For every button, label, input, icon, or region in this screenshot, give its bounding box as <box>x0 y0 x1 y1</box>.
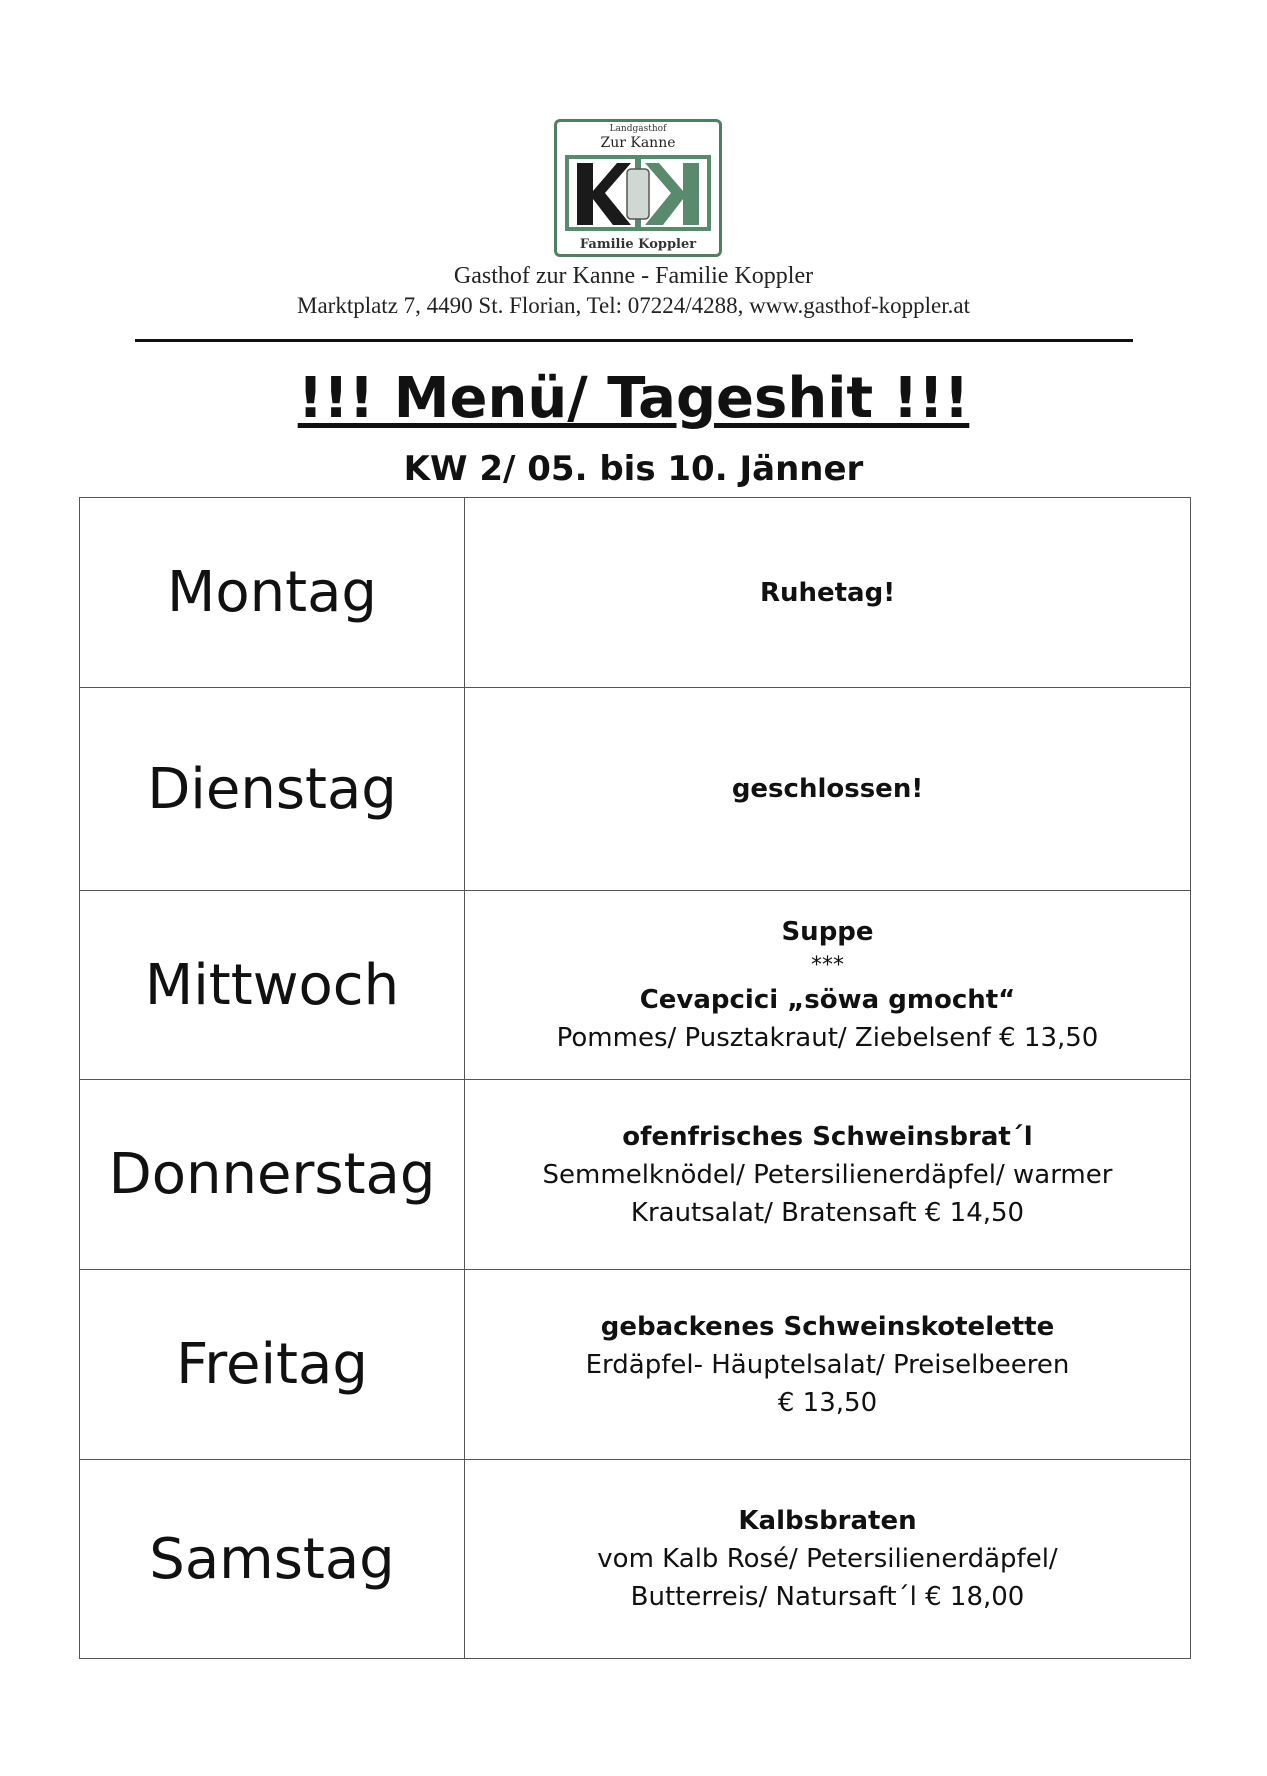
day-cell: Donnerstag <box>80 1080 465 1270</box>
header-line-1: Gasthof zur Kanne - Familie Koppler <box>453 263 814 289</box>
dish-cell <box>465 891 1191 1080</box>
table-row <box>80 1080 1191 1270</box>
kk-monogram-icon <box>565 155 711 231</box>
logo <box>554 119 722 257</box>
menu-table <box>79 497 1191 1659</box>
dish-title: Ruhetag! <box>759 577 896 608</box>
dish-line: Semmelknödel/ Petersilienerdäpfel/ warmer <box>542 1159 1113 1190</box>
dish-line: Butterreis/ Natursaft´l € 18,00 <box>630 1582 1025 1612</box>
dish-line: vom Kalb Rosé/ Petersilienerdäpfel/ <box>597 1544 1058 1574</box>
dish-title: geschlossen! <box>731 774 924 804</box>
day-cell: Samstag <box>80 1460 465 1659</box>
dish-cell <box>465 1080 1191 1270</box>
page-title: !!! Menü/ Tageshit !!! <box>297 366 970 431</box>
dish-title: Kalbsbraten <box>738 1506 917 1536</box>
logo-foot-text: Familie Koppler <box>579 237 697 252</box>
header-line-2: Marktplatz 7, 4490 St. Florian, Tel: 07224/4288, www.gasthof-koppler.at <box>297 293 970 318</box>
dish-cell <box>465 688 1191 891</box>
table-row <box>80 688 1191 891</box>
divider <box>135 339 1133 342</box>
dish-line: Pommes/ Pusztakraut/ Ziebelsenf € 13,50 <box>556 1023 1099 1053</box>
table-row <box>80 1460 1191 1659</box>
day-cell: Mittwoch <box>80 891 465 1080</box>
day-cell: Freitag <box>80 1270 465 1460</box>
day-cell: Montag <box>80 498 465 688</box>
dish-cell <box>465 498 1191 688</box>
dish-title: Suppe <box>781 917 874 947</box>
dish-title: gebackenes Schweinskotelette <box>600 1311 1055 1342</box>
dish-cell <box>465 1270 1191 1460</box>
day-cell: Dienstag <box>80 688 465 891</box>
logo-top-text: Landgasthof <box>609 124 667 134</box>
logo-emblem <box>565 155 711 231</box>
dish-line: Krautsalat/ Bratensaft € 14,50 <box>630 1197 1025 1228</box>
separator-stars: *** <box>811 953 844 978</box>
dish-line: € 13,50 <box>777 1387 878 1418</box>
page-subtitle: KW 2/ 05. bis 10. Jänner <box>403 449 864 489</box>
dish-cell <box>465 1460 1191 1659</box>
dish-title: Cevapcici „söwa gmocht“ <box>639 985 1016 1015</box>
dish-title: ofenfrisches Schweinsbrat´l <box>622 1121 1033 1152</box>
logo-name: Zur Kanne <box>600 135 676 151</box>
table-row <box>80 891 1191 1080</box>
table-row <box>80 1270 1191 1460</box>
dish-line: Erdäpfel- Häuptelsalat/ Preiselbeeren <box>585 1349 1070 1380</box>
table-row <box>80 498 1191 688</box>
